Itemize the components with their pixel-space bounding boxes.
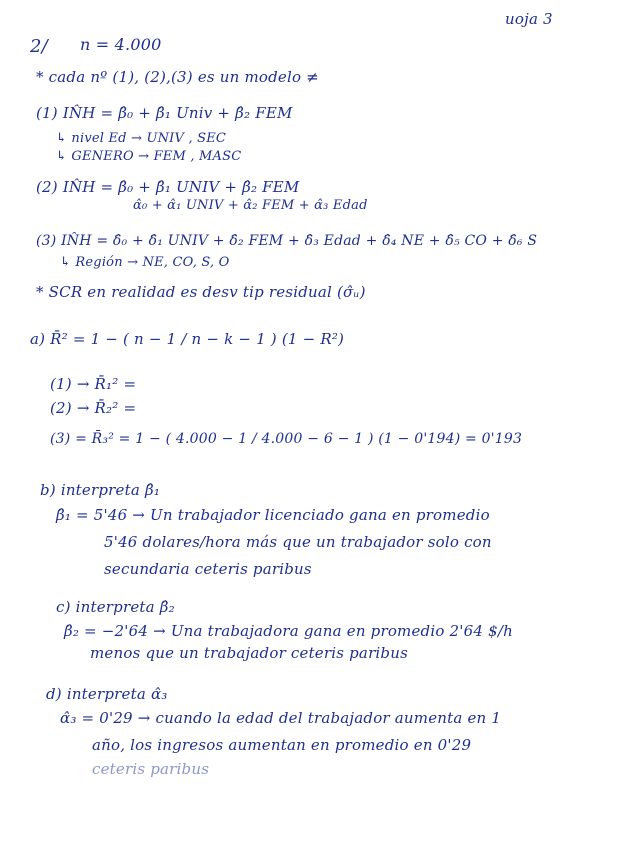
- adjusted-r2-model-2: (2) → R̄₂² =: [50, 399, 137, 417]
- adjusted-r2-model-3: (3) = R̄₃² = 1 − ( 4.000 − 1 / 4.000 − 6 − 1 ) (1 − 0'194) = 0'193: [50, 431, 523, 447]
- part-c-line-1: β̂₂ = −2'64 → Una trabajadora gana en promedio 2'64 $/h: [64, 622, 513, 640]
- sample-size: n = 4.000: [80, 35, 162, 54]
- model-2-equation: (2) IN̂H = β̂₀ + β̂₁ UNIV + β̂₂ FEM: [36, 178, 300, 196]
- adjusted-r2-formula: a) R̄² = 1 − ( n − 1 / n − k − 1 ) (1 − R²): [30, 330, 345, 348]
- model-1-equation: (1) IN̂H = β̂₀ + β̂₁ Univ + β̂₂ FEM: [36, 104, 293, 122]
- model-3-equation: (3) IN̂H = δ̂₀ + δ̂₁ UNIV + δ̂₂ FEM + δ̂₃ Edad + δ̂₄ NE + δ̂₅ CO + δ̂₆ S: [36, 233, 538, 249]
- problem-number: 2/: [30, 36, 48, 57]
- page-label: uoja 3: [505, 10, 553, 28]
- note-scr: * SCR en realidad es desv tip residual (σ̂ᵤ): [36, 283, 366, 301]
- part-b-title: b) interpreta β̂₁: [40, 481, 161, 499]
- part-b-line-2: 5'46 dolares/hora más que un trabajador solo con: [104, 533, 492, 551]
- part-b-line-1: β̂₁ = 5'46 → Un trabajador licenciado gana en promedio: [56, 506, 490, 524]
- part-d-line-3: ceteris paribus: [92, 760, 210, 778]
- part-d-line-2: año, los ingresos aumentan en promedio en 0'29: [92, 736, 472, 754]
- model-2-alpha-equation: α̂₀ + α̂₁ UNIV + α̂₂ FEM + α̂₃ Edad: [133, 198, 368, 213]
- part-c-line-2: menos que un trabajador ceteris paribus: [90, 644, 408, 662]
- part-d-line-1: α̂₃ = 0'29 → cuando la edad del trabajador aumenta en 1: [60, 709, 502, 727]
- part-d-title: d) interpreta α̂₃: [46, 685, 168, 703]
- note-models: * cada nº (1), (2),(3) es un modelo ≠: [36, 68, 319, 86]
- model-1-note-education: ↳ nivel Ed → UNIV , SEC: [56, 131, 227, 146]
- part-b-line-3: secundaria ceteris paribus: [104, 560, 312, 578]
- part-c-title: c) interpreta β̂₂: [56, 598, 175, 616]
- adjusted-r2-model-1: (1) → R̄₁² =: [50, 375, 137, 393]
- model-3-note-region: ↳ Región → NE, CO, S, O: [60, 255, 230, 270]
- model-1-note-gender: ↳ GENERO → FEM , MASC: [56, 149, 242, 164]
